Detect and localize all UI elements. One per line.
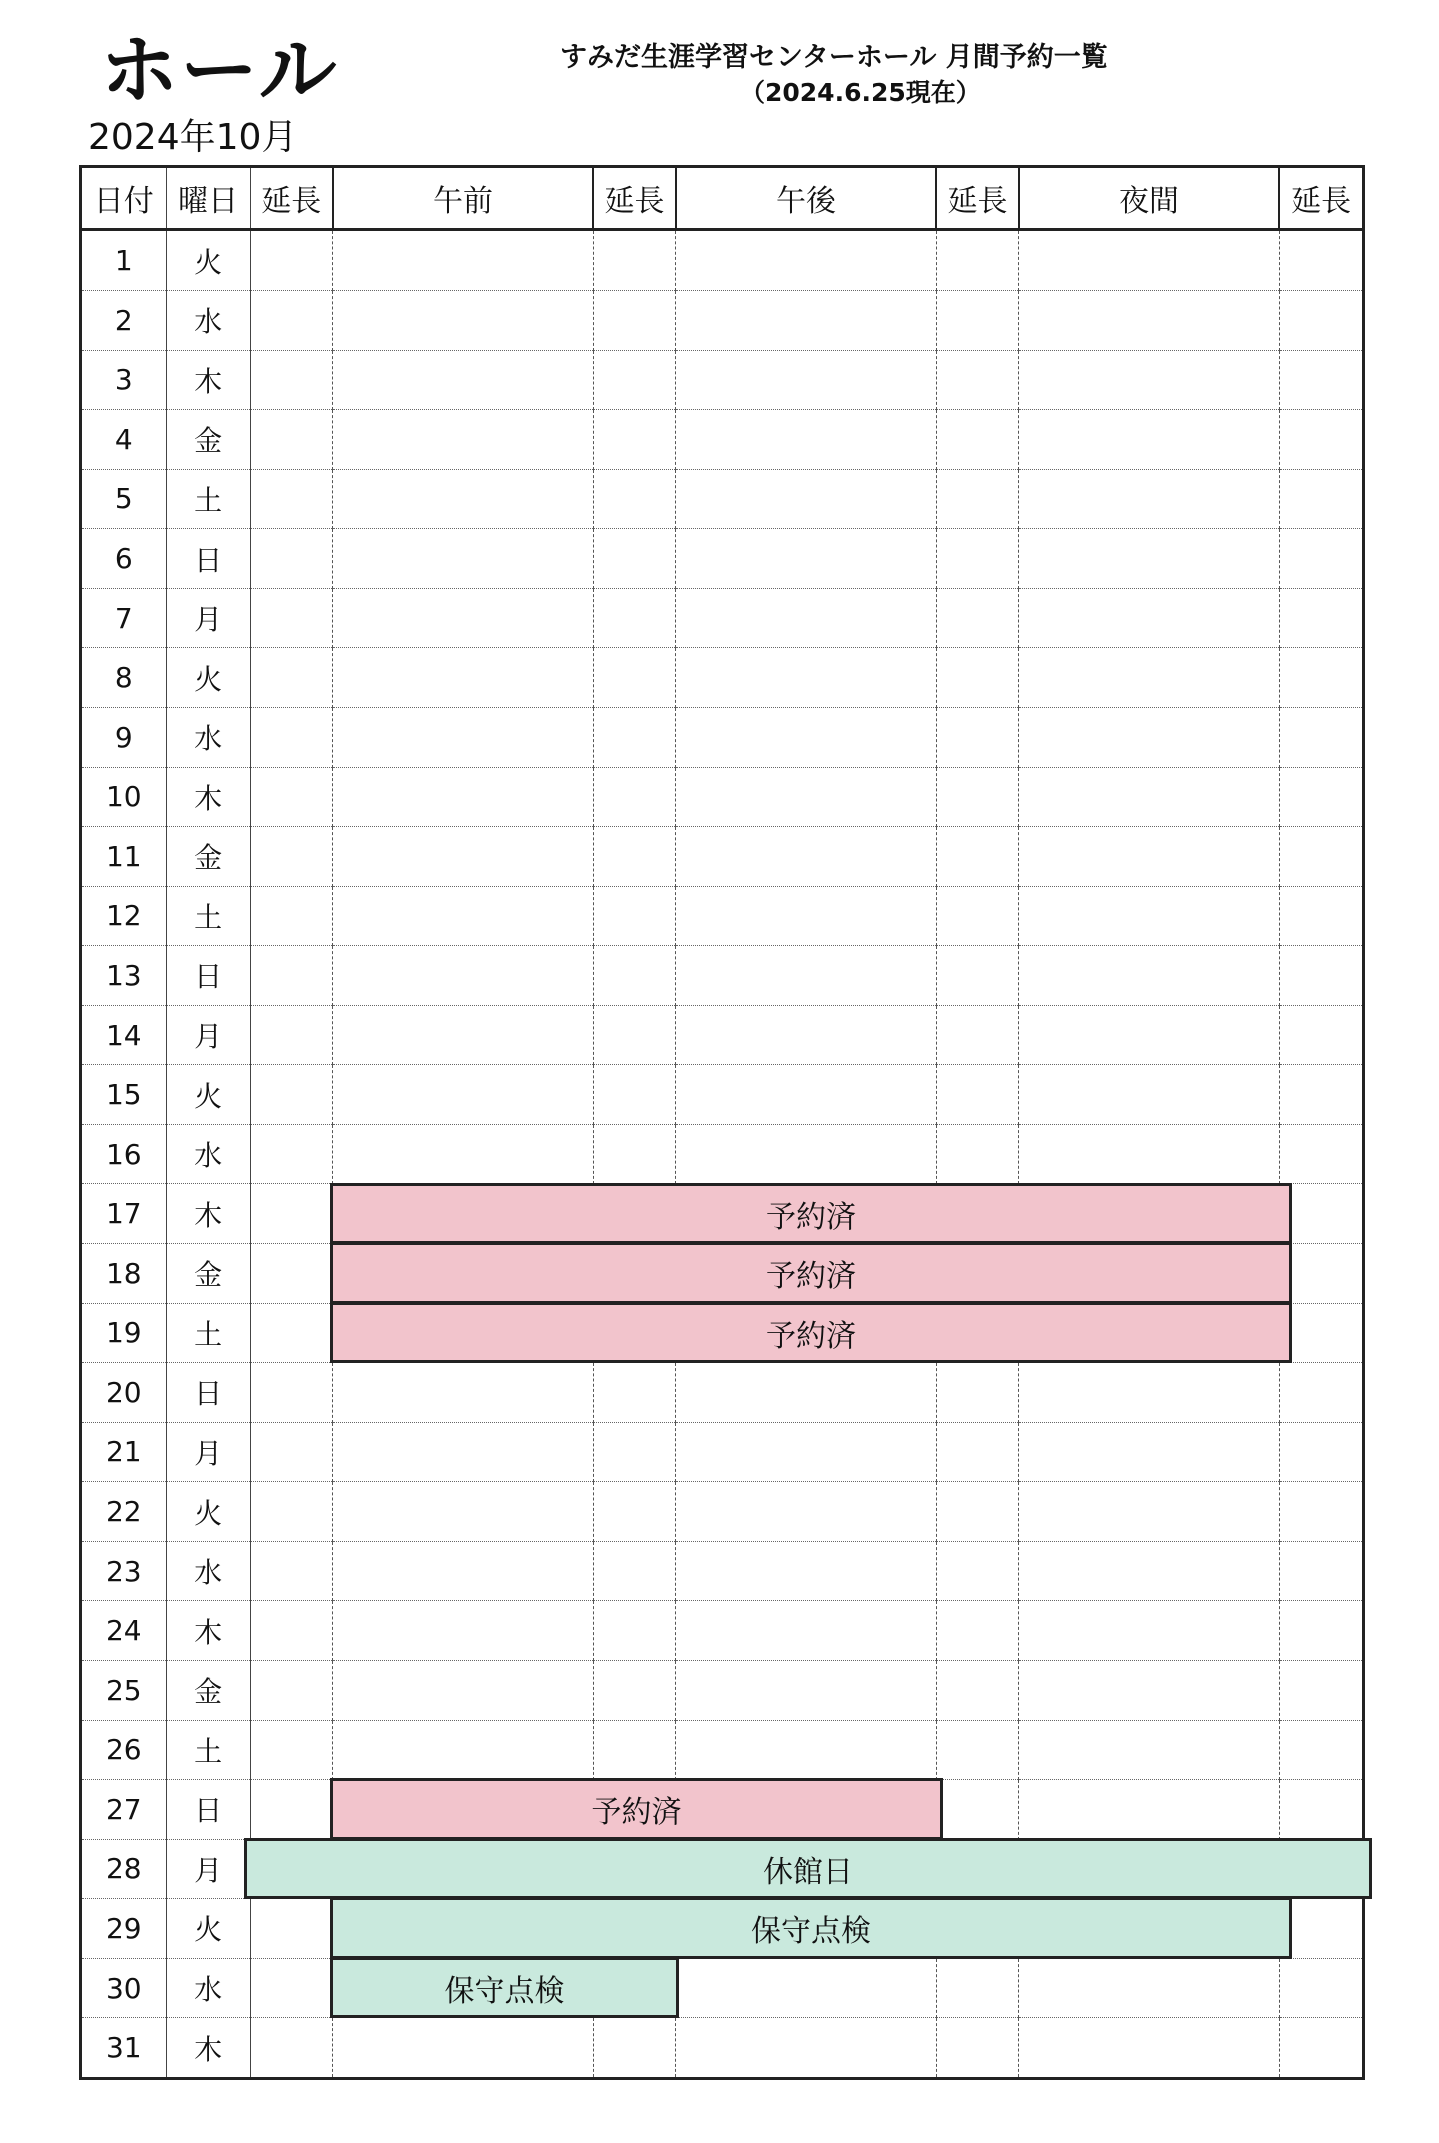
day-date: 20: [82, 1363, 166, 1423]
slot-cell: [593, 1482, 676, 1542]
slot-cell: [593, 469, 676, 529]
slot-cell: [936, 827, 1019, 887]
day-of-week: 火: [166, 230, 250, 291]
slot-cell: [1279, 1780, 1362, 1840]
header-dow: 曜日: [166, 168, 250, 230]
slot-cell: [333, 291, 593, 351]
slot-cell: [1279, 886, 1362, 946]
slot-cell: [936, 1065, 1019, 1125]
table-row: [82, 1720, 1362, 1780]
slot-cell: [333, 1601, 593, 1661]
day-of-week: 木: [166, 350, 250, 410]
day-date: 18: [82, 1244, 166, 1304]
slot-cell: [1019, 1720, 1279, 1780]
slot-cell: [333, 1541, 593, 1601]
slot-cell: [1019, 886, 1279, 946]
table-row: [82, 1660, 1362, 1720]
table-row: [82, 291, 1362, 351]
table-row: [82, 1601, 1362, 1661]
slot-cell: [593, 291, 676, 351]
slot-cell: [1019, 1005, 1279, 1065]
slot-cell: [1019, 2018, 1279, 2077]
slot-cell: [676, 1720, 936, 1780]
table-row: [82, 2018, 1362, 2077]
slot-cell: [593, 1660, 676, 1720]
slot-cell: [676, 827, 936, 887]
slot-cell: [1019, 529, 1279, 589]
slot-cell: [250, 1065, 333, 1125]
slot-cell: [676, 1482, 936, 1542]
slot-cell: [593, 946, 676, 1006]
slot-cell: [936, 2018, 1019, 2077]
day-of-week: 火: [166, 648, 250, 708]
table-row: [82, 469, 1362, 529]
slot-cell: [250, 886, 333, 946]
slot-cell: [333, 648, 593, 708]
header-afternoon: 午後: [676, 168, 936, 230]
slot-cell: [676, 1363, 936, 1423]
slot-cell: [1279, 1422, 1362, 1482]
table-row: [82, 529, 1362, 589]
slot-cell: [250, 1124, 333, 1184]
day-of-week: 土: [166, 1303, 250, 1363]
slot-cell: [593, 886, 676, 946]
slot-cell: [1279, 1482, 1362, 1542]
slot-cell: [1279, 350, 1362, 410]
document-title: すみだ生涯学習センターホール 月間予約一覧: [560, 42, 1108, 73]
day-of-week: 火: [166, 1899, 250, 1959]
slot-cell: [333, 1005, 593, 1065]
slot-cell: [1019, 350, 1279, 410]
table-row: [82, 1541, 1362, 1601]
slot-cell: [936, 588, 1019, 648]
slot-cell: [1019, 469, 1279, 529]
slot-cell: [593, 410, 676, 470]
day-date: 6: [82, 529, 166, 589]
slot-cell: [250, 648, 333, 708]
header-date: 日付: [82, 168, 166, 230]
slot-cell: [1019, 1363, 1279, 1423]
slot-cell: [1019, 1422, 1279, 1482]
slot-cell: [676, 1660, 936, 1720]
slot-cell: [593, 707, 676, 767]
slot-cell: [1019, 1482, 1279, 1542]
slot-cell: [250, 1601, 333, 1661]
slot-cell: [1019, 1601, 1279, 1661]
slot-cell: [250, 1720, 333, 1780]
day-date: 14: [82, 1005, 166, 1065]
slot-cell: [1279, 469, 1362, 529]
day-of-week: 金: [166, 1660, 250, 1720]
table-row: [82, 1422, 1362, 1482]
table-row: [82, 410, 1362, 470]
day-date: 29: [82, 1899, 166, 1959]
day-date: 7: [82, 588, 166, 648]
slot-cell: [936, 230, 1019, 291]
day-of-week: 木: [166, 2018, 250, 2077]
table-row: [82, 1363, 1362, 1423]
day-of-week: 日: [166, 529, 250, 589]
slot-cell: [676, 1541, 936, 1601]
slot-cell: [250, 1780, 333, 1840]
slot-cell: [333, 1065, 593, 1125]
slot-cell: [1019, 1124, 1279, 1184]
slot-cell: [676, 588, 936, 648]
slot-cell: [1279, 1720, 1362, 1780]
slot-cell: [1279, 827, 1362, 887]
slot-cell: [333, 1422, 593, 1482]
slot-cell: [1279, 648, 1362, 708]
day-date: 27: [82, 1780, 166, 1840]
slot-cell: [676, 230, 936, 291]
day-of-week: 月: [166, 1005, 250, 1065]
slot-cell: [250, 2018, 333, 2077]
day-date: 16: [82, 1124, 166, 1184]
slot-cell: [333, 2018, 593, 2077]
table-row: [82, 1065, 1362, 1125]
table-row: [82, 707, 1362, 767]
slot-cell: [1019, 1541, 1279, 1601]
booking-pink-bar: 予約済: [330, 1242, 1292, 1304]
slot-cell: [676, 291, 936, 351]
day-date: 22: [82, 1482, 166, 1542]
slot-cell: [676, 1958, 936, 2018]
slot-cell: [1279, 1660, 1362, 1720]
day-of-week: 水: [166, 1541, 250, 1601]
slot-cell: [250, 1303, 333, 1363]
slot-cell: [593, 1005, 676, 1065]
slot-cell: [936, 648, 1019, 708]
slot-cell: [936, 529, 1019, 589]
table-row: [82, 1958, 1362, 2018]
booking-pink-bar: 予約済: [330, 1302, 1292, 1364]
slot-cell: [1279, 529, 1362, 589]
slot-cell: [250, 1660, 333, 1720]
day-date: 25: [82, 1660, 166, 1720]
booking-green-bar: 保守点検: [330, 1957, 679, 2019]
day-of-week: 金: [166, 1244, 250, 1304]
slot-cell: [936, 1660, 1019, 1720]
slot-cell: [1279, 707, 1362, 767]
header-ext-2: 延長: [593, 168, 676, 230]
booking-green-bar: 休館日: [244, 1838, 1372, 1900]
day-of-week: 水: [166, 1958, 250, 2018]
slot-cell: [250, 1482, 333, 1542]
slot-cell: [936, 469, 1019, 529]
slot-cell: [1279, 767, 1362, 827]
day-date: 30: [82, 1958, 166, 2018]
table-row: [82, 827, 1362, 887]
slot-cell: [936, 291, 1019, 351]
day-date: 8: [82, 648, 166, 708]
slot-cell: [333, 230, 593, 291]
page-title: ホール: [100, 26, 339, 116]
slot-cell: [676, 350, 936, 410]
table-row: [82, 1124, 1362, 1184]
day-date: 5: [82, 469, 166, 529]
day-of-week: 月: [166, 588, 250, 648]
slot-cell: [593, 529, 676, 589]
slot-cell: [1019, 1660, 1279, 1720]
day-of-week: 日: [166, 946, 250, 1006]
slot-cell: [676, 946, 936, 1006]
day-date: 31: [82, 2018, 166, 2077]
slot-cell: [676, 1422, 936, 1482]
slot-cell: [936, 1124, 1019, 1184]
slot-cell: [936, 767, 1019, 827]
month-label: 2024年10月: [88, 117, 298, 158]
day-date: 12: [82, 886, 166, 946]
slot-cell: [936, 1422, 1019, 1482]
day-date: 9: [82, 707, 166, 767]
slot-cell: [1019, 827, 1279, 887]
slot-cell: [333, 410, 593, 470]
booking-pink-bar: 予約済: [330, 1183, 1292, 1245]
day-of-week: 木: [166, 1184, 250, 1244]
slot-cell: [593, 588, 676, 648]
slot-cell: [676, 1005, 936, 1065]
day-of-week: 土: [166, 1720, 250, 1780]
slot-cell: [250, 707, 333, 767]
slot-cell: [1279, 1065, 1362, 1125]
day-date: 17: [82, 1184, 166, 1244]
day-date: 28: [82, 1839, 166, 1899]
header-ext-1: 延長: [250, 168, 333, 230]
day-of-week: 日: [166, 1363, 250, 1423]
slot-cell: [250, 767, 333, 827]
booking-pink-bar: 予約済: [330, 1778, 943, 1840]
slot-cell: [593, 767, 676, 827]
slot-cell: [593, 827, 676, 887]
day-date: 19: [82, 1303, 166, 1363]
day-date: 3: [82, 350, 166, 410]
day-of-week: 金: [166, 410, 250, 470]
slot-cell: [676, 648, 936, 708]
slot-cell: [676, 529, 936, 589]
day-of-week: 水: [166, 291, 250, 351]
slot-cell: [333, 1482, 593, 1542]
slot-cell: [593, 1363, 676, 1423]
slot-cell: [593, 350, 676, 410]
slot-cell: [936, 886, 1019, 946]
slot-cell: [1019, 410, 1279, 470]
day-of-week: 木: [166, 767, 250, 827]
slot-cell: [1019, 1065, 1279, 1125]
day-date: 10: [82, 767, 166, 827]
day-date: 11: [82, 827, 166, 887]
slot-cell: [1019, 946, 1279, 1006]
slot-cell: [1019, 1958, 1279, 2018]
slot-cell: [1279, 230, 1362, 291]
slot-cell: [676, 707, 936, 767]
slot-cell: [333, 1660, 593, 1720]
table-row: [82, 648, 1362, 708]
slot-cell: [676, 1124, 936, 1184]
slot-cell: [250, 230, 333, 291]
slot-cell: [1019, 767, 1279, 827]
header-morning: 午前: [333, 168, 593, 230]
table-row: [82, 1005, 1362, 1065]
slot-cell: [1019, 1780, 1279, 1840]
slot-cell: [593, 1422, 676, 1482]
slot-cell: [1279, 1005, 1362, 1065]
day-of-week: 水: [166, 707, 250, 767]
slot-cell: [333, 588, 593, 648]
slot-cell: [250, 946, 333, 1006]
slot-cell: [1279, 1363, 1362, 1423]
header-row: [82, 168, 1362, 230]
slot-cell: [593, 1541, 676, 1601]
slot-cell: [250, 1184, 333, 1244]
slot-cell: [250, 588, 333, 648]
header-ext-3: 延長: [936, 168, 1019, 230]
day-of-week: 月: [166, 1422, 250, 1482]
slot-cell: [333, 1124, 593, 1184]
slot-cell: [333, 946, 593, 1006]
slot-cell: [250, 350, 333, 410]
slot-cell: [250, 1244, 333, 1304]
table-row: [82, 588, 1362, 648]
slot-cell: [333, 707, 593, 767]
day-of-week: 木: [166, 1601, 250, 1661]
slot-cell: [1279, 1958, 1362, 2018]
booking-green-bar: 保守点検: [330, 1897, 1292, 1959]
slot-cell: [936, 946, 1019, 1006]
slot-cell: [593, 1601, 676, 1661]
slot-cell: [676, 2018, 936, 2077]
slot-cell: [1279, 291, 1362, 351]
slot-cell: [333, 767, 593, 827]
table-row: [82, 886, 1362, 946]
slot-cell: [333, 1720, 593, 1780]
day-date: 1: [82, 230, 166, 291]
table-row: [82, 350, 1362, 410]
table-row: [82, 946, 1362, 1006]
slot-cell: [676, 1065, 936, 1125]
slot-cell: [250, 1899, 333, 1959]
day-date: 23: [82, 1541, 166, 1601]
slot-cell: [1279, 946, 1362, 1006]
day-date: 21: [82, 1422, 166, 1482]
day-of-week: 金: [166, 827, 250, 887]
slot-cell: [936, 1780, 1019, 1840]
slot-cell: [333, 469, 593, 529]
header-evening: 夜間: [1019, 168, 1279, 230]
slot-cell: [676, 886, 936, 946]
slot-cell: [250, 1958, 333, 2018]
day-of-week: 土: [166, 886, 250, 946]
slot-cell: [250, 1422, 333, 1482]
day-date: 2: [82, 291, 166, 351]
slot-cell: [676, 410, 936, 470]
slot-cell: [676, 767, 936, 827]
slot-cell: [936, 1005, 1019, 1065]
slot-cell: [593, 1065, 676, 1125]
slot-cell: [593, 230, 676, 291]
slot-cell: [936, 1363, 1019, 1423]
day-date: 26: [82, 1720, 166, 1780]
table-row: [82, 1482, 1362, 1542]
slot-cell: [333, 350, 593, 410]
header-ext-4: 延長: [1279, 168, 1362, 230]
table-row: [82, 230, 1362, 291]
day-of-week: 火: [166, 1482, 250, 1542]
document-subtitle: （2024.6.25現在）: [740, 78, 981, 107]
slot-cell: [250, 1541, 333, 1601]
day-date: 13: [82, 946, 166, 1006]
table-row: [82, 767, 1362, 827]
day-of-week: 日: [166, 1780, 250, 1840]
slot-cell: [250, 469, 333, 529]
slot-cell: [250, 291, 333, 351]
day-date: 24: [82, 1601, 166, 1661]
slot-cell: [676, 1601, 936, 1661]
slot-cell: [1019, 230, 1279, 291]
slot-cell: [1019, 588, 1279, 648]
slot-cell: [936, 1482, 1019, 1542]
slot-cell: [1279, 588, 1362, 648]
slot-cell: [1279, 1541, 1362, 1601]
slot-cell: [1019, 291, 1279, 351]
day-date: 15: [82, 1065, 166, 1125]
slot-cell: [1279, 410, 1362, 470]
slot-cell: [1019, 707, 1279, 767]
slot-cell: [936, 410, 1019, 470]
slot-cell: [1279, 1124, 1362, 1184]
slot-cell: [593, 2018, 676, 2077]
slot-cell: [333, 1363, 593, 1423]
slot-cell: [250, 529, 333, 589]
day-of-week: 水: [166, 1124, 250, 1184]
slot-cell: [333, 886, 593, 946]
slot-cell: [1019, 648, 1279, 708]
day-of-week: 火: [166, 1065, 250, 1125]
day-of-week: 月: [166, 1839, 250, 1899]
slot-cell: [250, 1363, 333, 1423]
slot-cell: [936, 1958, 1019, 2018]
slot-cell: [593, 1124, 676, 1184]
slot-cell: [250, 1005, 333, 1065]
slot-cell: [1279, 1601, 1362, 1661]
slot-cell: [676, 469, 936, 529]
slot-cell: [936, 1720, 1019, 1780]
slot-cell: [333, 529, 593, 589]
slot-cell: [333, 827, 593, 887]
day-date: 4: [82, 410, 166, 470]
slot-cell: [936, 1601, 1019, 1661]
slot-cell: [250, 410, 333, 470]
day-of-week: 土: [166, 469, 250, 529]
slot-cell: [936, 707, 1019, 767]
slot-cell: [250, 827, 333, 887]
slot-cell: [936, 350, 1019, 410]
slot-cell: [593, 648, 676, 708]
slot-cell: [1279, 2018, 1362, 2077]
slot-cell: [936, 1541, 1019, 1601]
slot-cell: [593, 1720, 676, 1780]
